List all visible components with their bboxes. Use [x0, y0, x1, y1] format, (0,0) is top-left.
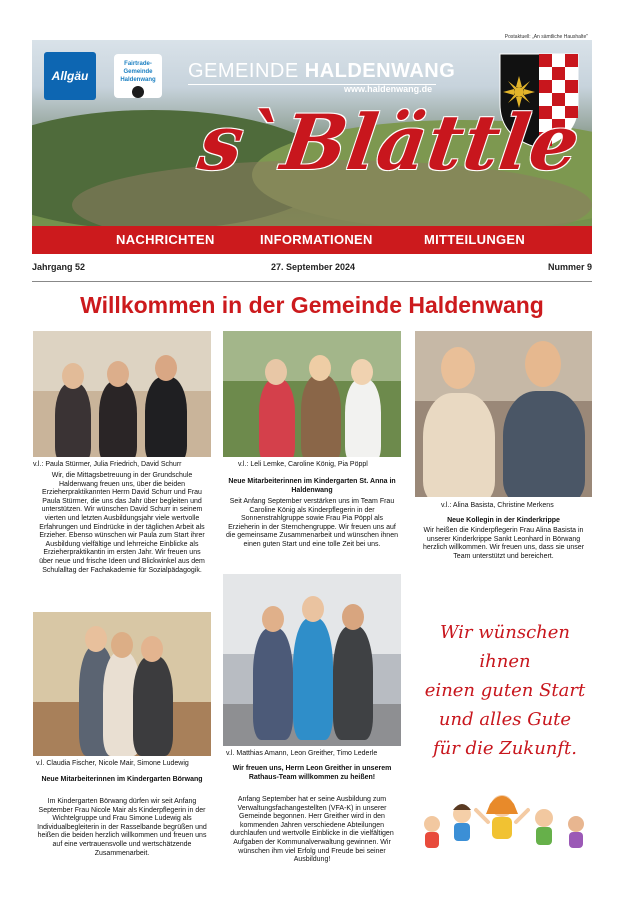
article-body: Seit Anfang September verstärken uns im Team Frau Caroline König als Kinderpflegerin in der Sonnenstrahlgruppe sowie Frau Pia Pöppl als Erzieherin in der Sternchengruppe. Wir freuen uns auf die gemeinsame Zusammenarbeit und wünschen ihnen einen guten Start und eine tolle Zeit bei uns. [226, 498, 398, 548]
person-head [342, 604, 364, 630]
person-head [262, 606, 284, 632]
person-head [525, 341, 561, 387]
person-figure [99, 381, 137, 457]
article-heading: Neue Kollegin in der Kinderkrippe [447, 517, 560, 524]
person-head [441, 347, 475, 389]
wish-line: für die Zukunft. [432, 738, 578, 759]
municipality-name: HALDENWANG [304, 60, 456, 82]
person-head [351, 359, 373, 385]
person-head [62, 363, 84, 389]
wish-line: einen guten Start [424, 680, 586, 701]
person-figure [55, 383, 91, 457]
person-head [302, 596, 324, 622]
divider [32, 281, 592, 282]
article-body: Wir, die Mittagsbetreuung in der Grundschule Haldenwang freuen uns, über die beiden Erzieherpraktikannten Herrn David Schurr und Frau Paula Stürmer, die uns das Jahr über begleiten und unterstützen. Wir wünschen David Schurr in seinem vierten und letzten Ausbildungsjahr viele wertvolle Erfahrungen und Eindrücke in der täglichen Arbeit als Erzieher. Ebenso wünschen wir Paula zum Start ihrer Ausbildung vielfältige und lehrreiche Einblicke als Erzieherpraktikantin im ersten Jahr. Wir freuen uns über neue und frische Ideen und Blickwinkel aus dem Schulalltag der Fachakademie für Sozialpädagogik. [39, 472, 205, 574]
person-figure [259, 379, 295, 457]
person-head [309, 355, 331, 381]
person-figure [423, 393, 495, 497]
fairtrade-badge-icon [132, 86, 144, 98]
photo-caption: v.l.: Leli Lemke, Caroline König, Pia Pöppl [238, 461, 368, 468]
photo-article-4 [33, 612, 211, 756]
page-headline: Willkommen in der Gemeinde Haldenwang [80, 292, 544, 318]
article-body: Anfang September hat er seine Ausbildung zum Verwaltungsfachangestellten (VFA-K) in unserer Gemeinde begonnen. Herr Greither wird in den kommenden Jahren verschiedene Abteilungen durchlaufen und wertvolle Einblicke in die vielfältigen Aufgaben der Kommunalverwaltung gewinnen. Wir wünschen ihm viel Erfolg und Freude bei seiner Ausbildung! [230, 796, 394, 864]
photo-caption: v.l. Claudia Fischer, Nicole Mair, Simone Ludewig [36, 760, 189, 767]
article-body: Wir heißen die Kinderpflegerin Frau Alina Basista in unserer Kinderkrippe Sankt Leonhard in Börwang herzlich willkommen. Wir freuen uns, dass sie unser Team unterstützt und bereichert. [422, 527, 585, 560]
fairtrade-logo-text: Fairtrade-Gemeinde Haldenwang [120, 61, 156, 83]
website-link[interactable]: www.haldenwang.de [344, 84, 433, 94]
photo-article-1 [33, 331, 211, 457]
issue-meta [32, 262, 592, 276]
person-figure [345, 379, 381, 457]
newspaper-title: s`Blättle [193, 98, 586, 187]
person-figure [503, 391, 585, 497]
article-heading: Neue Mitarbeiterinnen im Kindergarten St. Anna in Haldenwang [228, 478, 396, 494]
person-figure [133, 656, 173, 756]
volume-label: Jahrgang 52 [32, 262, 86, 272]
article-heading: Wir freuen uns, Herrn Leon Greither in unserem Rathaus-Team willkommen zu heißen! [232, 765, 392, 781]
person-head [111, 632, 133, 658]
children-illustration-icon [414, 784, 594, 864]
article-heading: Neue Mitarbeiterinnen im Kindergarten Börwang [41, 776, 203, 783]
person-figure [253, 628, 293, 740]
person-head [107, 361, 129, 387]
allgaeu-logo[interactable]: Allgäu [44, 52, 96, 100]
postal-note: Postaktuell: „An sämtliche Haushalte" [504, 34, 588, 40]
person-head [265, 359, 287, 385]
municipality-prefix: GEMEINDE [188, 60, 299, 82]
person-head [155, 355, 177, 381]
municipality-title [188, 60, 455, 83]
photo-article-3 [415, 331, 592, 497]
banner-item: NACHRICHTEN [116, 232, 215, 247]
article-body: Im Kindergarten Börwang dürfen wir seit Anfang September Frau Nicole Mair als Kinderpflegerin in der Wichtelgruppe und Frau Simone Ludewig als Individualbegleiterin in der Rasselbande begrüßen und heißen die beiden herzlich willkommen und freuen uns auf eine vertrauensvolle und wertschätzende Zusammenarbeit. [37, 798, 207, 857]
photo-article-2 [223, 331, 401, 457]
person-figure [301, 375, 341, 457]
issue-number: Nummer 9 [547, 262, 592, 272]
photo-caption: v.l.: Alina Basista, Christine Merkens [441, 502, 554, 509]
photo-caption: v.l.: Paula Stürmer, Julia Friedrich, David Schurr [33, 461, 182, 468]
wish-text [412, 618, 598, 763]
person-head [85, 626, 107, 652]
photo-article-5 [223, 574, 401, 746]
person-figure [145, 377, 187, 457]
wish-line: und alles Gute [438, 709, 572, 730]
masthead [32, 40, 592, 254]
banner-item: INFORMATIONEN [260, 232, 373, 247]
person-head [141, 636, 163, 662]
person-figure [293, 618, 333, 740]
person-figure [333, 626, 373, 740]
banner-item: MITTEILUNGEN [424, 232, 526, 247]
wish-line: Wir wünschen ihnen [439, 622, 571, 672]
fairtrade-logo [114, 54, 162, 98]
issue-date: 27. September 2024 [271, 262, 356, 272]
photo-caption: v.l. Matthias Amann, Leon Greither, Timo Lederle [226, 750, 378, 757]
header-banner [32, 226, 592, 254]
